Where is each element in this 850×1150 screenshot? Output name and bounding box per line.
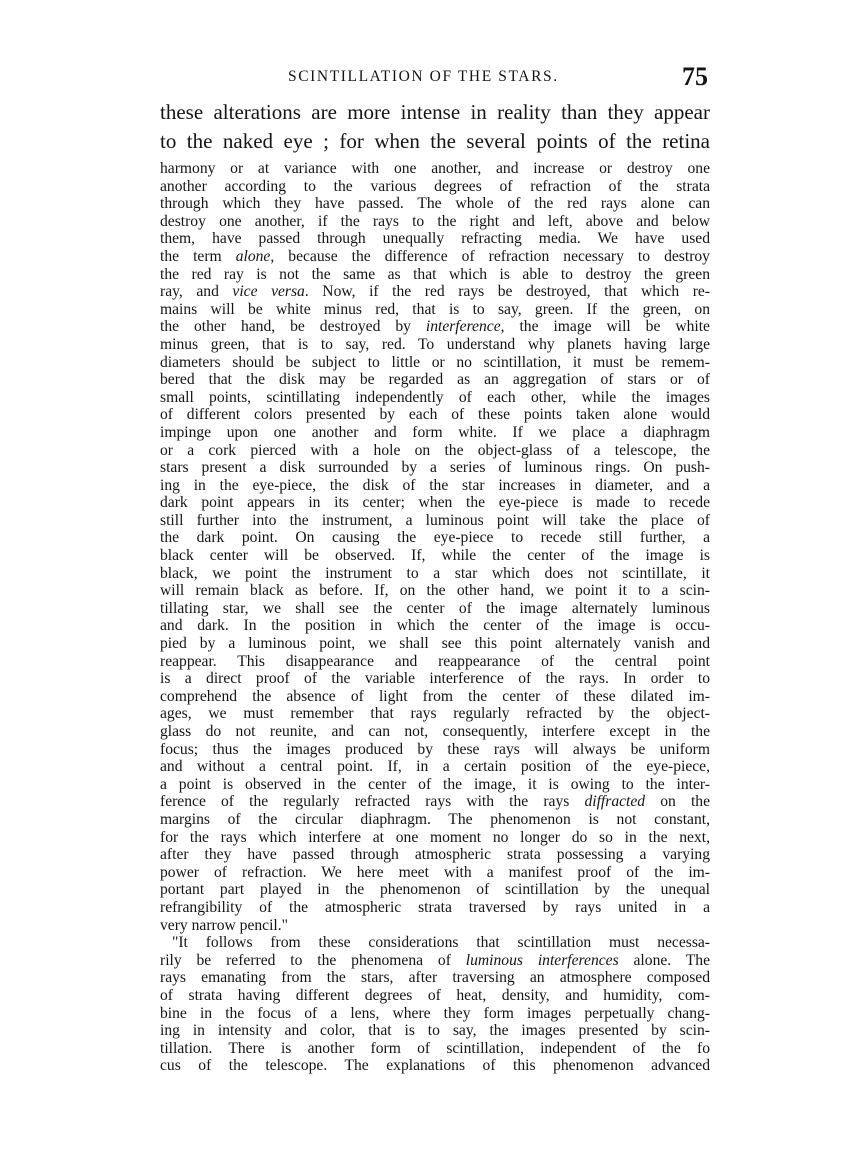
text-line: focus; thus the images produced by these rays will always be uniform	[160, 740, 710, 758]
text-line: ray, and vice versa. Now, if the red rays be destroyed, that which re-	[160, 283, 711, 301]
running-title: SCINTILLATION OF THE STARS.	[288, 68, 559, 85]
text-line: cus of the telescope. The explanations of this phenomenon advanced	[160, 1057, 710, 1075]
text-line: diameters should be subject to little or no scintillation, it must be remem-	[160, 353, 710, 371]
text-line: through which they have passed. The whole of the red rays alone can	[160, 195, 710, 213]
text-line: refrangibility of the atmospheric strata traversed by rays united in a	[160, 898, 710, 916]
text-line: "It follows from these considerations that scintillation must necessa-	[172, 934, 710, 952]
text-line: destroy one another, if the rays to the right and left, above and below	[160, 212, 710, 230]
page-number: 75	[682, 62, 708, 91]
text-line: ference of the regularly refracted rays with the rays diffracted on the	[160, 793, 710, 811]
text-line: bine in the focus of a lens, where they form images perpetually chang-	[160, 1004, 710, 1022]
text-line: tillating star, we shall see the center of the image alternately luminous	[160, 599, 710, 617]
text-line: and dark. In the position in which the center of the image is occu-	[160, 617, 710, 635]
text-line: rily be referred to the phenomena of luminous interferences alone. The	[160, 951, 711, 969]
text-line: these alterations are more intense in reality than they appear	[160, 100, 710, 124]
text-line: power of refraction. We here meet with a manifest proof of the im-	[160, 863, 710, 881]
text-line: margins of the circular diaphragm. The phenomenon is not constant,	[160, 810, 710, 828]
text-line: comprehend the absence of light from the center of these dilated im-	[160, 687, 710, 705]
text-line: bered that the disk may be regarded as an aggregation of stars or of	[160, 371, 710, 389]
text-line: the dark point. On causing the eye-piece to recede still further, a	[160, 529, 710, 547]
text-line: black center will be observed. If, while the center of the image is	[160, 547, 710, 565]
text-line: is a direct proof of the variable interference of the rays. In order to	[160, 670, 710, 688]
text-line: glass do not reunite, and can not, consequently, interfere except in the	[160, 723, 710, 740]
text-line: them, have passed through unequally refracting media. We have used	[160, 230, 710, 248]
text-line: the term alone, because the difference of refraction necessary to destroy	[160, 247, 710, 265]
text-line: ing in the eye-piece, the disk of the star increases in diameter, and a	[160, 476, 710, 494]
text-line: very narrow pencil."	[160, 916, 289, 934]
text-line: minus green, that is to say, red. To understand why planets having large	[160, 335, 710, 353]
text-line: after they have passed through atmospheric strata possessing a varying	[160, 846, 710, 864]
text-line: dark point appears in its center; when the eye-piece is made to recede	[160, 494, 710, 512]
text-line: or a cork pierced with a hole on the object-glass of a telescope, the	[160, 441, 710, 459]
text-line: the red ray is not the same as that which is able to destroy the green	[160, 265, 710, 283]
text-line: the other hand, be destroyed by interference, the image will be white	[160, 318, 710, 336]
text-line: another according to the various degrees of refraction of the strata	[160, 177, 710, 195]
text-line: to the naked eye ; for when the several points of the retina	[160, 129, 710, 153]
text-line: mains will be white minus red, that is to say, green. If the green, on	[160, 300, 710, 318]
text-line: small points, scintillating independently of each other, while the images	[160, 388, 710, 406]
text-line: of different colors presented by each of these points taken alone would	[160, 406, 710, 424]
text-line: a point is observed in the center of the image, it is owing to the inter-	[160, 775, 710, 793]
page-header	[160, 64, 708, 90]
body-text	[160, 160, 710, 1075]
text-line: reappear. This disappearance and reappearance of the central point	[160, 652, 710, 670]
text-line: black, we point the instrument to a star which does not scintillate, it	[160, 564, 710, 582]
text-line: will remain black as before. If, on the other hand, we point it to a scin-	[160, 582, 710, 600]
text-line: tillation. There is another form of scintillation, independent of the fo	[160, 1039, 710, 1057]
text-line: rays emanating from the stars, after traversing an atmosphere composed	[160, 969, 710, 987]
text-line: pied by a luminous point, we shall see this point alternately vanish and	[160, 635, 710, 653]
text-line: harmony or at variance with one another, and increase or destroy one	[160, 160, 710, 177]
large-type-paragraph	[160, 98, 710, 156]
text-line: ages, we must remember that rays regularly refracted by the object-	[160, 705, 710, 723]
text-line: ing in intensity and color, that is to say, the images presented by scin-	[160, 1022, 710, 1040]
text-line: and without a central point. If, in a certain position of the eye-piece,	[160, 758, 710, 776]
text-line: still further into the instrument, a luminous point will take the place of	[160, 511, 710, 529]
text-line: portant part played in the phenomenon of scintillation by the unequal	[160, 881, 710, 899]
text-line: for the rays which interfere at one moment no longer do so in the next,	[160, 828, 710, 846]
text-line: of strata having different degrees of heat, density, and humidity, com-	[160, 986, 710, 1004]
text-line: impinge upon one another and form white. If we place a diaphragm	[160, 423, 710, 441]
text-line: stars present a disk surrounded by a series of luminous rings. On push-	[160, 459, 710, 477]
